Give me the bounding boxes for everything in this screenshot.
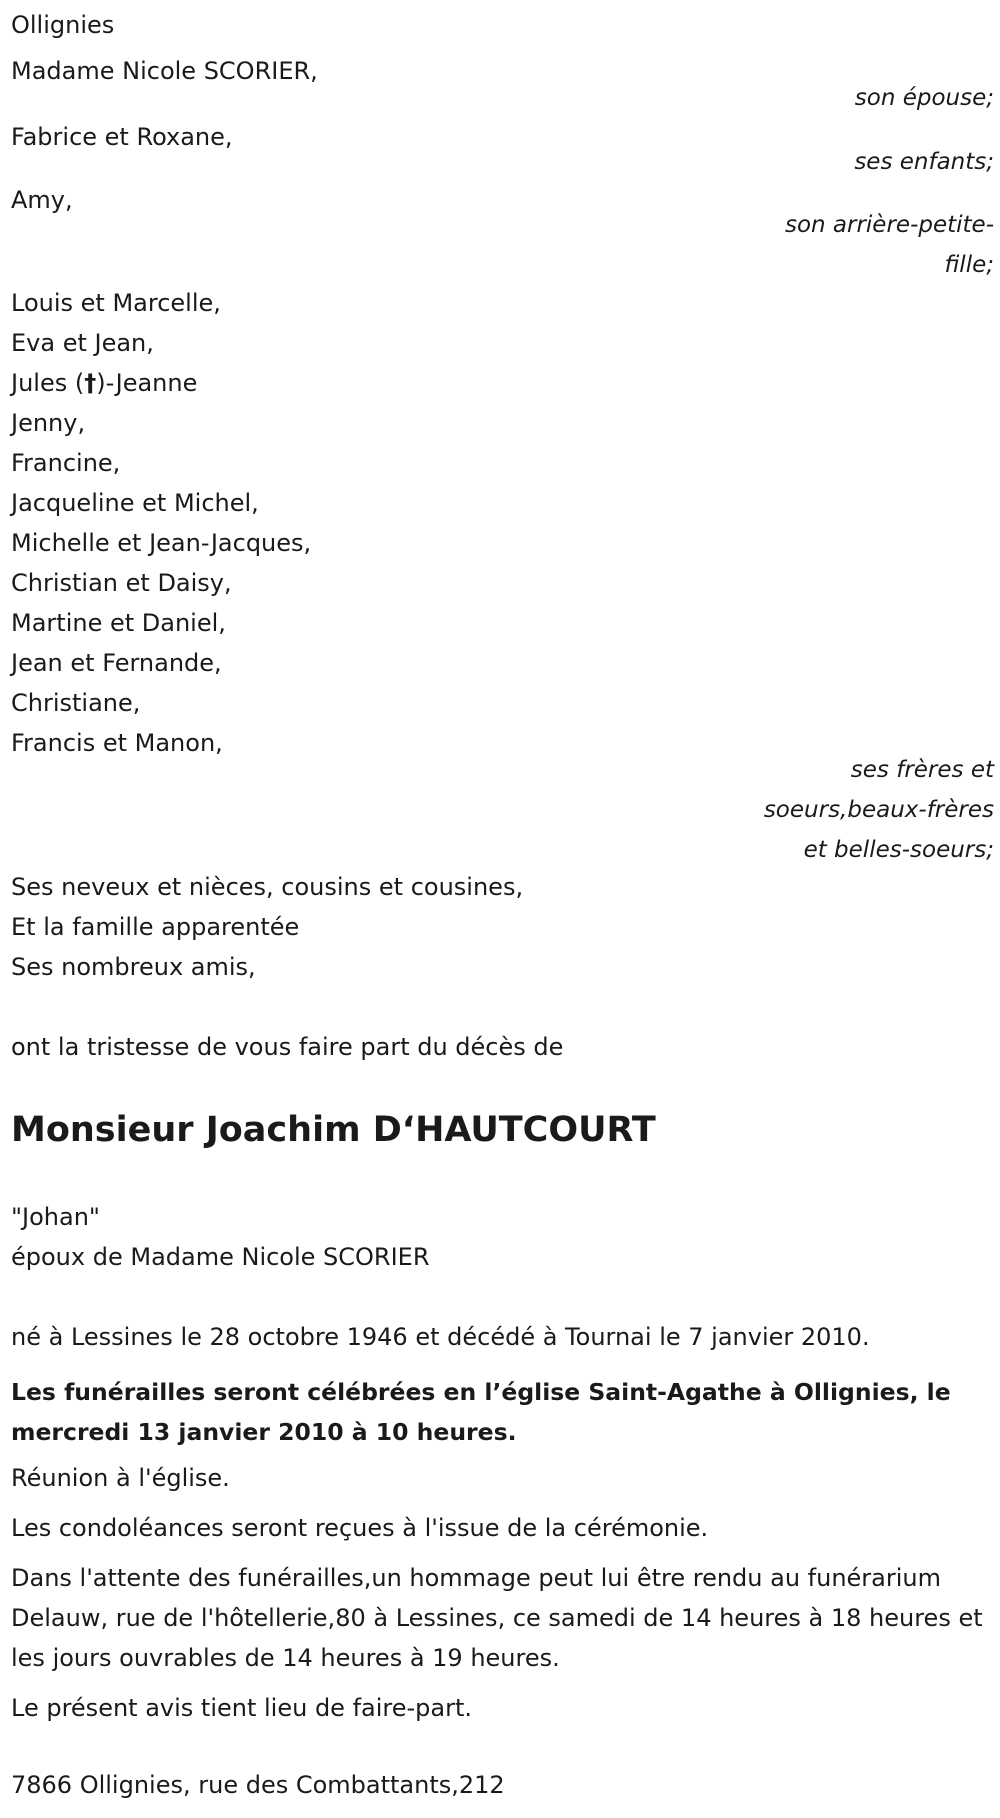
- spouse-name: Madame Nicole SCORIER,: [11, 57, 318, 85]
- sibling-line: Jacqueline et Michel,: [11, 489, 259, 517]
- condolences-line: Les condoléances seront reçues à l'issue de la cérémonie.: [11, 1514, 709, 1542]
- sibling-line: Jenny,: [11, 409, 86, 437]
- cross-open-paren: (: [74, 369, 85, 397]
- children-names: Fabrice et Roxane,: [11, 123, 233, 151]
- siblings-relation-line-2: soeurs,beaux-frères: [763, 797, 994, 823]
- sibling-line: Jean et Fernande,: [11, 649, 222, 677]
- sibling-line: Martine et Daniel,: [11, 609, 226, 637]
- great-grandchild-relation-line-2: fille;: [944, 252, 994, 278]
- others-line: Et la famille apparentée: [11, 913, 300, 941]
- sibling-line: Christiane,: [11, 689, 141, 717]
- locality-heading: Ollignies: [11, 11, 115, 39]
- others-line: Ses nombreux amis,: [11, 953, 256, 981]
- sibling-line: Francine,: [11, 449, 121, 477]
- meeting-line: Réunion à l'église.: [11, 1464, 230, 1492]
- great-grandchild-relation-line-1: son arrière-petite-: [784, 212, 994, 238]
- sibling-line: Louis et Marcelle,: [11, 289, 221, 317]
- birth-death-line: né à Lessines le 28 octobre 1946 et décédé à Tournai le 7 janvier 2010.: [11, 1323, 870, 1351]
- great-grandchild-name: Amy,: [11, 186, 73, 214]
- sibling-line: Christian et Daisy,: [11, 569, 232, 597]
- others-line: Ses neveux et nièces, cousins et cousines,: [11, 873, 524, 901]
- spouse-relation: son épouse;: [854, 85, 994, 111]
- deceased-name: Monsieur Joachim D‘HAUTCOURT: [11, 1110, 656, 1150]
- sibling-name: Jules: [11, 369, 68, 397]
- announcement-intro: ont la tristesse de vous faire part du décès de: [11, 1033, 564, 1061]
- funeral-details: Les funérailles seront célébrées en l’église Saint-Agathe à Ollignies, le mercredi 13 janvier 2010 à 10 heures.: [11, 1378, 951, 1446]
- sibling-line: Eva et Jean,: [11, 329, 154, 357]
- nickname: "Johan": [11, 1203, 100, 1231]
- siblings-relation-line-3: et belles-soeurs;: [803, 837, 994, 863]
- sibling-line: Michelle et Jean-Jacques,: [11, 529, 312, 557]
- notice-line: Le présent avis tient lieu de faire-part.: [11, 1694, 473, 1722]
- sibling-line-with-cross: [11, 368, 197, 398]
- spouse-line: époux de Madame Nicole SCORIER: [11, 1243, 430, 1271]
- address-line: 7866 Ollignies, rue des Combattants,212: [11, 1771, 505, 1799]
- siblings-relation-line-1: ses frères et: [850, 757, 994, 783]
- sibling-partner: )-Jeanne: [96, 369, 198, 397]
- cross-icon: †: [84, 369, 97, 397]
- sibling-line: Francis et Manon,: [11, 729, 223, 757]
- children-relation: ses enfants;: [854, 149, 994, 175]
- homage-paragraph: Dans l'attente des funérailles,un hommage peut lui être rendu au funérarium Delauw, rue de l'hôtellerie,80 à Lessines, ce samedi de 14 heures à 18 heures et les jours ouvrables de 14 heures à 19 heures.: [11, 1564, 983, 1672]
